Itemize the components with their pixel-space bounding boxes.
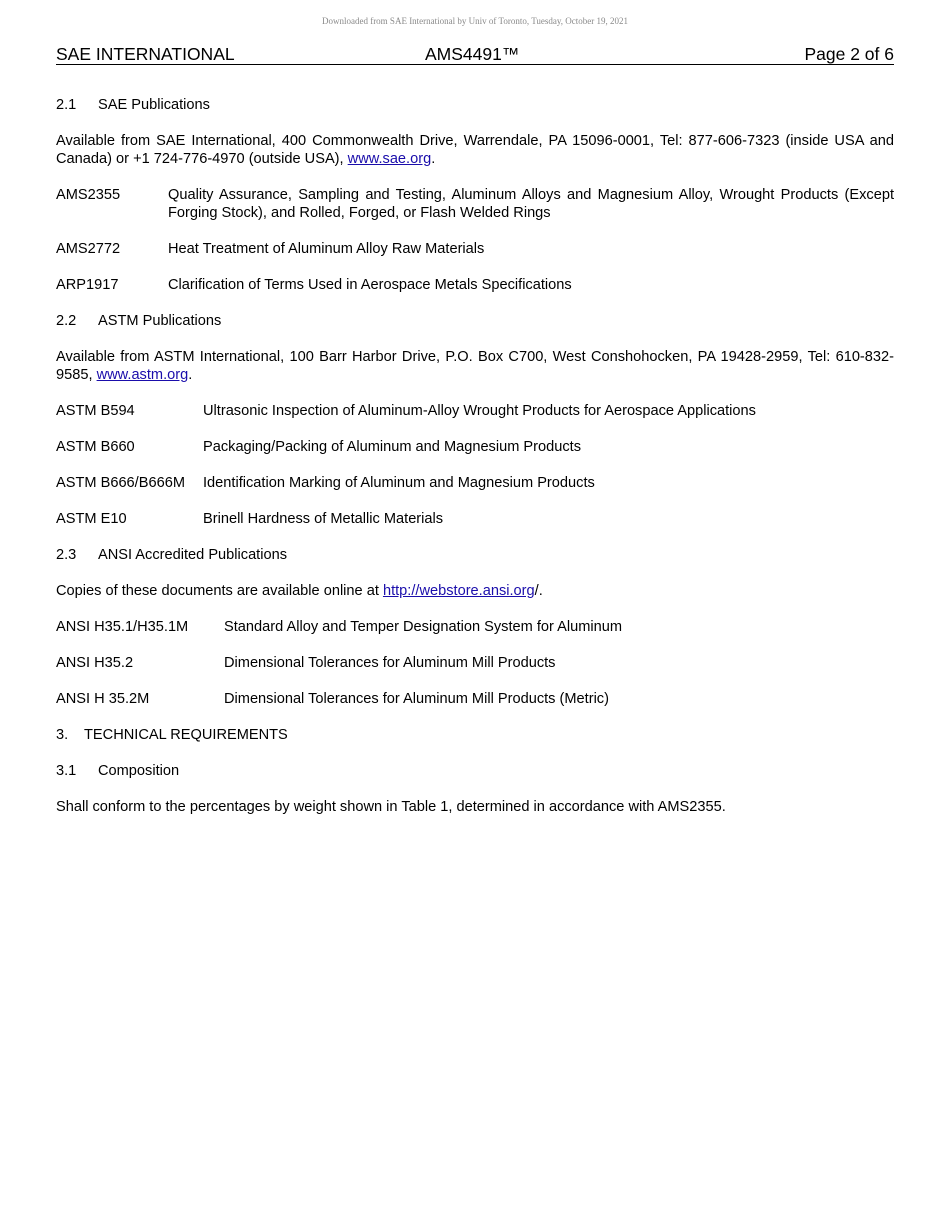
document-body bbox=[56, 96, 894, 834]
section-number: 2.3 bbox=[56, 547, 77, 563]
availability-end: . bbox=[188, 367, 193, 383]
header-org: SAE INTERNATIONAL bbox=[56, 44, 235, 64]
page-header bbox=[56, 44, 894, 65]
sae-website-link[interactable]: www.sae.org bbox=[347, 151, 432, 167]
reference-code: ASTM E10 bbox=[56, 511, 127, 527]
section-title: ASTM Publications bbox=[98, 313, 222, 329]
section-number: 2.1 bbox=[56, 97, 77, 113]
section-2-1-heading bbox=[56, 96, 894, 114]
availability-end: /. bbox=[534, 583, 543, 599]
header-page-number: Page 2 of 6 bbox=[804, 44, 894, 64]
reference-description: Standard Alloy and Temper Designation System for Aluminum bbox=[224, 619, 623, 635]
section-2-2-heading bbox=[56, 312, 894, 330]
section-number: 3. bbox=[56, 727, 69, 743]
section-3-1-heading bbox=[56, 762, 894, 780]
reference-code: ANSI H35.1/H35.1M bbox=[56, 619, 189, 635]
download-watermark: Downloaded from SAE International by Univ of Toronto, Tuesday, October 19, 2021 bbox=[321, 16, 629, 26]
header-doc-id: AMS4491™ bbox=[425, 44, 520, 64]
reference-item bbox=[56, 654, 894, 672]
astm-website-link[interactable]: www.astm.org bbox=[96, 367, 189, 383]
reference-description: Clarification of Terms Used in Aerospace Metals Specifications bbox=[168, 277, 572, 293]
reference-description: Ultrasonic Inspection of Aluminum-Alloy Wrought Products for Aerospace Applications bbox=[203, 403, 756, 419]
composition-paragraph: Shall conform to the percentages by weight shown in Table 1, determined in accordance with AMS2355. bbox=[56, 799, 726, 815]
section-2-3-heading bbox=[56, 546, 894, 564]
reference-item bbox=[56, 510, 894, 528]
section-title: TECHNICAL REQUIREMENTS bbox=[84, 727, 288, 743]
reference-description: Packaging/Packing of Aluminum and Magnesium Products bbox=[203, 439, 582, 455]
reference-description: Heat Treatment of Aluminum Alloy Raw Materials bbox=[168, 241, 485, 257]
availability-end: . bbox=[431, 151, 436, 167]
reference-item bbox=[56, 474, 894, 492]
reference-code: ASTM B594 bbox=[56, 403, 135, 419]
section-3-heading bbox=[56, 726, 894, 744]
reference-code: AMS2772 bbox=[56, 241, 121, 257]
section-number: 2.2 bbox=[56, 313, 77, 329]
reference-item bbox=[56, 402, 894, 420]
section-number: 3.1 bbox=[56, 763, 77, 779]
reference-description: Brinell Hardness of Metallic Materials bbox=[203, 511, 444, 527]
reference-description: Dimensional Tolerances for Aluminum Mill Products (Metric) bbox=[224, 691, 609, 707]
ansi-webstore-link[interactable]: http://webstore.ansi.org bbox=[382, 583, 535, 599]
reference-code: ANSI H35.2 bbox=[56, 655, 134, 671]
section-title: ANSI Accredited Publications bbox=[98, 547, 288, 563]
reference-code: ANSI H 35.2M bbox=[56, 691, 150, 707]
reference-description: Dimensional Tolerances for Aluminum Mill Products bbox=[224, 655, 556, 671]
ansi-availability-paragraph bbox=[56, 582, 894, 600]
astm-availability-paragraph bbox=[56, 348, 894, 384]
reference-description: Identification Marking of Aluminum and Magnesium Products bbox=[203, 475, 595, 491]
reference-code: ARP1917 bbox=[56, 277, 119, 293]
reference-item bbox=[56, 690, 894, 708]
reference-description: Quality Assurance, Sampling and Testing, Aluminum Alloys and Magnesium Alloy, Wrought Products (Except Forging Stock), and Rolled, Forged, or Flash Welded Rings bbox=[168, 187, 894, 221]
section-title: SAE Publications bbox=[98, 97, 210, 113]
sae-availability-paragraph bbox=[56, 132, 894, 168]
reference-item bbox=[56, 438, 894, 456]
availability-text: Available from SAE International, 400 Commonwealth Drive, Warrendale, PA 15096-0001, Tel: 877-606-7323 (inside USA and Canada) or +1 724-776-4970 (outside USA), bbox=[56, 133, 894, 167]
reference-item bbox=[56, 276, 894, 294]
reference-code: ASTM B666/B666M bbox=[56, 475, 185, 491]
section-title: Composition bbox=[98, 763, 180, 779]
availability-text: Copies of these documents are available online at bbox=[56, 583, 383, 599]
reference-code: AMS2355 bbox=[56, 187, 121, 203]
availability-text: Available from ASTM International, 100 Barr Harbor Drive, P.O. Box C700, West Conshohocken, PA 19428-2959, Tel: 610-832-9585, bbox=[56, 349, 894, 383]
reference-code: ASTM B660 bbox=[56, 439, 135, 455]
reference-item bbox=[56, 618, 894, 636]
reference-item bbox=[56, 240, 894, 258]
reference-item bbox=[56, 186, 894, 222]
